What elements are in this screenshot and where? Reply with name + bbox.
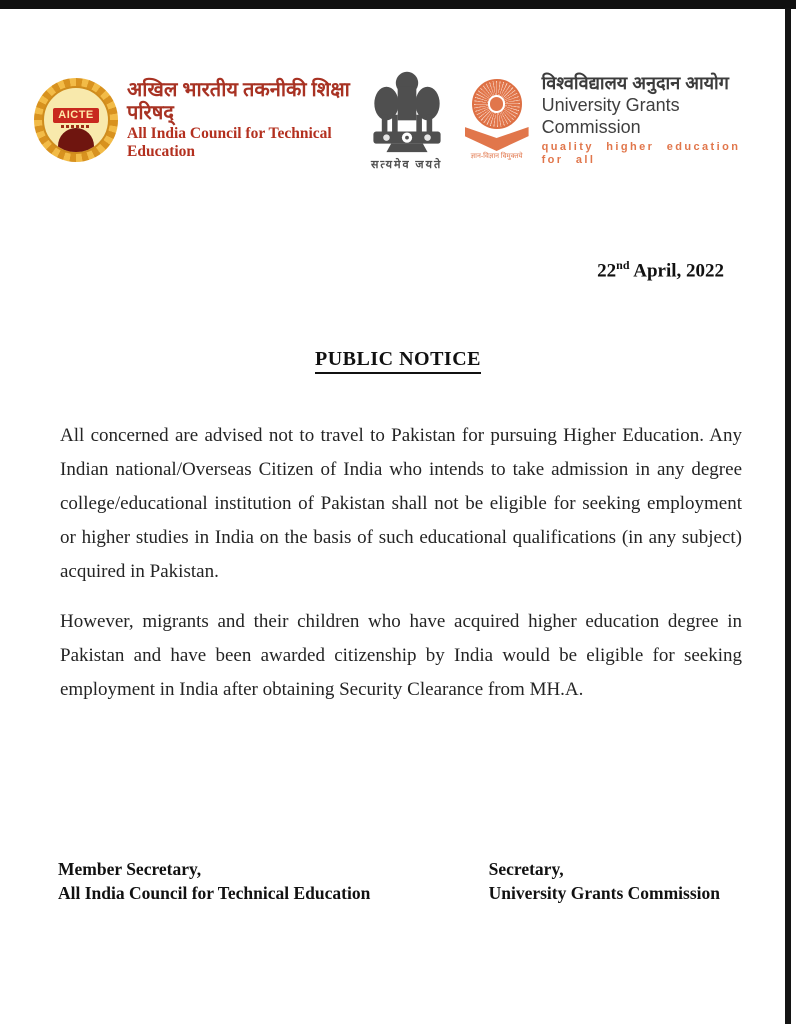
date-rest: April, 2022	[629, 260, 724, 282]
signature-aicte-org: All India Council for Technical Education	[58, 883, 371, 904]
notice-paragraph-2: However, migrants and their children who have acquired higher education degree in Pakistan and have been awarded citizenship by India would be eligible for seeking employment in India after obtaining Security Clearance from MH.A.	[60, 611, 742, 701]
ugc-open-book-icon	[465, 127, 529, 151]
aicte-block	[34, 78, 365, 162]
ugc-name-hindi: विश्वविद्यालय अनुदान आयोग	[541, 72, 729, 93]
signature-ugc	[489, 857, 720, 905]
ugc-logo-motto: ज्ञान-विज्ञान विमुक्तये	[470, 151, 523, 160]
letterhead	[34, 68, 770, 172]
notice-date	[0, 258, 796, 282]
signature-aicte	[58, 857, 370, 905]
ugc-sun-icon	[472, 79, 522, 129]
aicte-gear-logo-icon	[34, 78, 118, 162]
ugc-sun-core	[488, 95, 506, 113]
aicte-logo-smalltext	[61, 125, 91, 128]
date-day: 22	[597, 260, 617, 282]
notice-body	[60, 419, 742, 707]
aicte-logo-tree-icon	[58, 128, 94, 154]
aicte-name-hindi: अखिल भारतीय तकनीकी शिक्षा परिषद्	[127, 79, 350, 125]
ugc-block	[461, 73, 770, 168]
scan-border-top	[0, 0, 796, 9]
ugc-logo-icon	[461, 79, 533, 161]
ugc-tagline: quality higher education for all	[541, 140, 741, 166]
ugc-name	[542, 73, 770, 168]
india-national-emblem-icon	[365, 68, 449, 172]
emblem-motto: सत्यमेव जयते	[370, 159, 443, 171]
notice-paragraph-1: All concerned are advised not to travel to Pakistan for pursuing Higher Education. Any Indian national/Overseas Citizen of India who intends to take admission in any degree college/educational institution of Pakistan shall not be eligible for seeking employment or higher studies in India on the basis of such educational qualifications (in any subject) acquired in Pakistan.	[60, 425, 742, 583]
aicte-name	[127, 79, 365, 161]
ugc-name-english: University Grants Commission	[541, 94, 680, 137]
signature-aicte-title: Member Secretary,	[58, 859, 202, 880]
signature-row	[58, 857, 736, 905]
aicte-logo-inner	[42, 86, 110, 154]
signature-ugc-title: Secretary,	[488, 859, 564, 880]
aicte-name-english: All India Council for Technical Education	[127, 125, 332, 160]
aicte-logo-acronym: AICTE	[53, 108, 99, 122]
date-ordinal: nd	[616, 258, 630, 272]
notice-title: PUBLIC NOTICE	[315, 348, 481, 374]
signature-ugc-org: University Grants Commission	[488, 883, 720, 904]
scan-border-right	[785, 8, 791, 1024]
notice-title-row	[0, 348, 796, 371]
